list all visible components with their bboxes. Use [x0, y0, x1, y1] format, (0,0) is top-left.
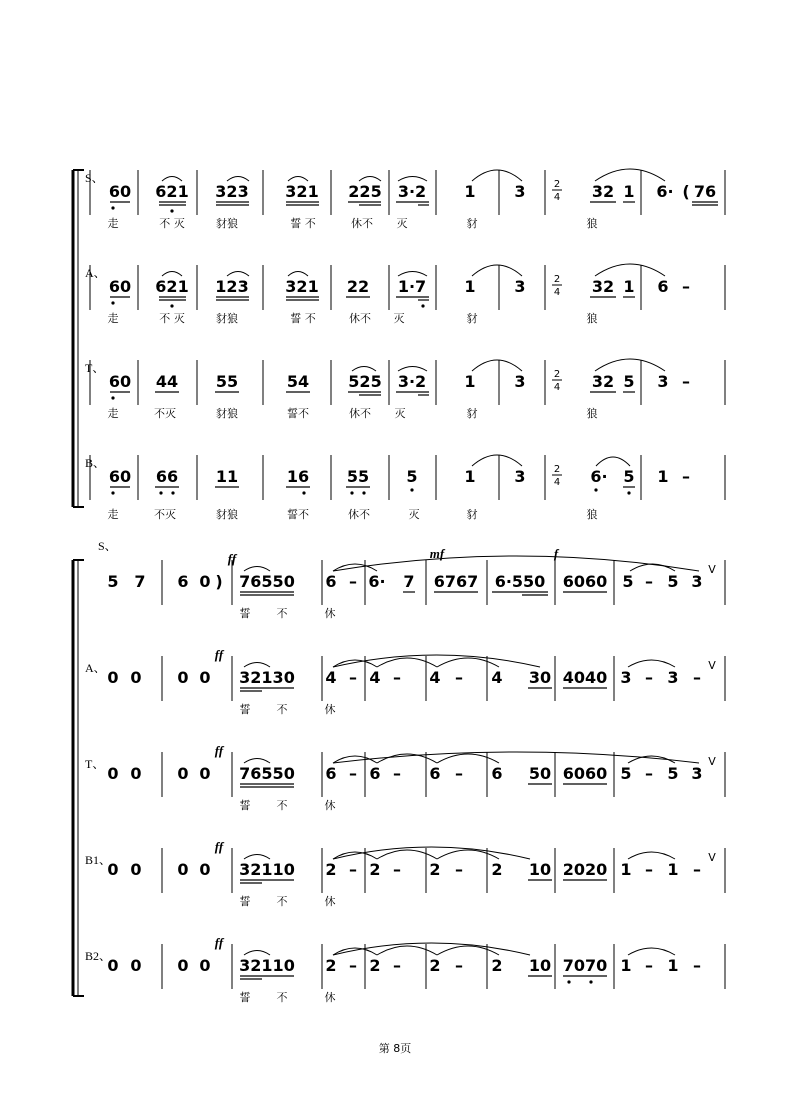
- note: 6: [325, 764, 337, 783]
- note: 11: [215, 467, 239, 486]
- note: –: [349, 956, 357, 975]
- dynamic-mark: ff: [227, 551, 237, 566]
- note: 6·: [590, 467, 608, 486]
- note: 55: [346, 467, 370, 486]
- note: 3: [514, 182, 526, 201]
- note: 60: [108, 372, 132, 391]
- note: 5: [107, 572, 119, 591]
- note: 6767: [433, 572, 479, 591]
- note: 3·2: [397, 182, 427, 201]
- note: –: [393, 956, 401, 975]
- voice-label: T、: [85, 757, 105, 771]
- slur: [398, 177, 427, 182]
- lyric: 狼: [586, 312, 598, 325]
- dynamic-mark: ff: [214, 743, 224, 758]
- note: 3: [620, 668, 632, 687]
- note: 0: [177, 668, 189, 687]
- note: 0: [199, 860, 211, 879]
- voice-label: A、: [85, 661, 106, 675]
- note: 6060: [562, 764, 608, 783]
- note: –: [393, 764, 401, 783]
- low-octave-dot: [159, 491, 162, 494]
- note: 4: [369, 668, 381, 687]
- lyric: 休: [324, 799, 336, 812]
- note: 6·: [368, 572, 386, 591]
- note: 5: [623, 467, 635, 486]
- note: 621: [155, 277, 189, 296]
- note: 44: [155, 372, 179, 391]
- note: 6060: [562, 572, 608, 591]
- staff-B2: [85, 935, 701, 1004]
- lyric: 休不: [349, 312, 371, 325]
- note: –: [682, 277, 690, 296]
- staff-A: [85, 647, 716, 716]
- low-octave-dot: [171, 491, 174, 494]
- note: 6: [429, 764, 441, 783]
- lyric: 灭: [394, 407, 406, 420]
- note: 5: [667, 572, 679, 591]
- low-octave-dot: [111, 396, 114, 399]
- note: –: [645, 668, 653, 687]
- note: –: [393, 668, 401, 687]
- note: 2: [369, 860, 381, 879]
- note: 0: [107, 668, 119, 687]
- note: 6: [369, 764, 381, 783]
- note: 0: [177, 860, 189, 879]
- slur: [244, 759, 270, 764]
- note: 4: [429, 668, 441, 687]
- note: 10: [528, 956, 552, 975]
- note: –: [455, 764, 463, 783]
- tie-arc: [437, 658, 499, 667]
- lyric: 休: [324, 607, 336, 620]
- tie-arc: [472, 455, 522, 466]
- tie-arc: [628, 660, 675, 667]
- lyric: 休不: [351, 217, 373, 230]
- slur: [244, 951, 270, 956]
- note: 3: [691, 572, 703, 591]
- note: 1: [657, 467, 669, 486]
- dynamic-mark: ff: [214, 935, 224, 950]
- low-octave-dot: [111, 206, 114, 209]
- note: 22: [346, 277, 370, 296]
- slur: [162, 177, 182, 182]
- note: 525: [348, 372, 382, 391]
- note: 0: [107, 860, 119, 879]
- tie-arc: [628, 852, 675, 859]
- note: –: [645, 860, 653, 879]
- note: 0: [177, 764, 189, 783]
- tie-arc: [595, 264, 665, 276]
- note: 2: [325, 956, 337, 975]
- time-signature-top: 2: [553, 274, 561, 285]
- lyric: 誓不: [287, 508, 309, 521]
- note: 7: [403, 572, 415, 591]
- note: 0: [199, 956, 211, 975]
- staff-S: [98, 539, 716, 620]
- low-octave-dot: [589, 980, 592, 983]
- lyric: 誓: [239, 799, 251, 812]
- slur: [227, 272, 249, 277]
- note: 60: [108, 182, 132, 201]
- note: 7: [134, 572, 146, 591]
- note: 4040: [562, 668, 608, 687]
- slur: [288, 177, 308, 182]
- time-signature-bottom: 4: [553, 192, 561, 203]
- lyric: 休: [324, 703, 336, 716]
- note: 1: [464, 467, 476, 486]
- lyric: 誓: [239, 703, 251, 716]
- lyric: 誓: [239, 991, 251, 1004]
- lyric: 不: [276, 991, 288, 1004]
- note: –: [693, 668, 701, 687]
- note: 60: [108, 277, 132, 296]
- note: 2: [325, 860, 337, 879]
- staff-B: [85, 455, 690, 521]
- lyric: 誓 不: [290, 312, 316, 325]
- lyric: 不 灭: [159, 312, 185, 325]
- note: 1: [464, 277, 476, 296]
- note: 2: [491, 956, 503, 975]
- tie-arc: [377, 850, 437, 859]
- low-octave-dot: [362, 491, 365, 494]
- note: 54: [286, 372, 310, 391]
- note: –: [693, 956, 701, 975]
- note: 6·550: [494, 572, 546, 591]
- note: 4: [325, 668, 337, 687]
- tie-arc: [472, 360, 522, 371]
- dynamic-mark: mf: [429, 546, 445, 561]
- note: 5: [620, 764, 632, 783]
- time-signature-bottom: 4: [553, 287, 561, 298]
- low-octave-dot: [350, 491, 353, 494]
- note: 55: [215, 372, 239, 391]
- note: 3: [514, 277, 526, 296]
- note: 321: [285, 277, 319, 296]
- note: 32110: [239, 860, 295, 879]
- note: 0: [130, 668, 142, 687]
- note: 0: [130, 956, 142, 975]
- note: 0: [199, 668, 211, 687]
- lyric: 狼: [586, 217, 598, 230]
- lyric: 休: [324, 991, 336, 1004]
- note: 32: [591, 372, 615, 391]
- note: 30: [528, 668, 552, 687]
- note: 1: [464, 372, 476, 391]
- time-signature-bottom: 4: [553, 477, 561, 488]
- lyric: 灭: [396, 217, 408, 230]
- note: 5: [406, 467, 418, 486]
- note: 6: [325, 572, 337, 591]
- note: 3: [667, 668, 679, 687]
- note: 16: [286, 467, 310, 486]
- staff-A: [85, 264, 690, 325]
- note: 0: [199, 572, 211, 591]
- note: 1·7: [397, 277, 427, 296]
- note: 32: [591, 277, 615, 296]
- tie-arc: [595, 359, 665, 371]
- tie-arc: [472, 265, 522, 276]
- breath-mark: V: [708, 851, 716, 864]
- lyric: 休: [324, 895, 336, 908]
- note: 323: [215, 182, 249, 201]
- note: –: [349, 668, 357, 687]
- breath-mark: V: [708, 563, 716, 576]
- low-octave-dot: [170, 304, 173, 307]
- note: –: [455, 668, 463, 687]
- slur: [244, 855, 270, 860]
- lyric: 休不: [348, 508, 370, 521]
- lyric: 狼: [586, 508, 598, 521]
- note: 5: [623, 372, 635, 391]
- note: 3: [514, 467, 526, 486]
- lyric: 豺: [466, 508, 478, 521]
- breath-mark: V: [708, 755, 716, 768]
- slur: [244, 567, 270, 572]
- note: –: [645, 764, 653, 783]
- note: 2: [429, 956, 441, 975]
- note: 76550: [239, 764, 295, 783]
- note: –: [645, 956, 653, 975]
- low-octave-dot: [421, 304, 424, 307]
- note: 1: [667, 860, 679, 879]
- voice-label: B、: [85, 456, 106, 470]
- lyric: 豺狼: [216, 217, 238, 230]
- lyric: 誓不: [287, 407, 309, 420]
- note: 3: [657, 372, 669, 391]
- note: 6: [657, 277, 669, 296]
- note: 0: [130, 860, 142, 879]
- system-1: [73, 169, 725, 521]
- lyric: 豺: [466, 407, 478, 420]
- lyric: 不: [276, 703, 288, 716]
- note: 321: [285, 182, 319, 201]
- low-octave-dot: [410, 488, 413, 491]
- note: –: [682, 372, 690, 391]
- slur: [352, 367, 376, 372]
- slur: [398, 367, 427, 372]
- lyric: 不: [276, 607, 288, 620]
- note: 5: [667, 764, 679, 783]
- note: 1: [623, 182, 635, 201]
- low-octave-dot: [567, 980, 570, 983]
- lyric: 走: [107, 312, 119, 325]
- note: –: [682, 467, 690, 486]
- lyric: 不 灭: [159, 217, 185, 230]
- time-signature-bottom: 4: [553, 382, 561, 393]
- tie-arc: [333, 556, 699, 571]
- note: 0: [107, 956, 119, 975]
- note: 0: [130, 764, 142, 783]
- lyric: 豺狼: [216, 312, 238, 325]
- note: 32130: [239, 668, 295, 687]
- lyric: 誓 不: [290, 217, 316, 230]
- note: 76: [693, 182, 717, 201]
- lyric: 走: [107, 217, 119, 230]
- low-octave-dot: [302, 491, 305, 494]
- note: 32: [591, 182, 615, 201]
- note: 66: [155, 467, 179, 486]
- dynamic-mark: ff: [214, 647, 224, 662]
- low-octave-dot: [627, 491, 630, 494]
- slur: [227, 177, 249, 182]
- tie-arc: [595, 169, 665, 181]
- note: 5: [622, 572, 634, 591]
- voice-label: T、: [85, 361, 105, 375]
- note: 0: [177, 956, 189, 975]
- lyric: 不灭: [154, 508, 176, 521]
- note: 225: [348, 182, 382, 201]
- note: 3: [514, 372, 526, 391]
- note: 1: [623, 277, 635, 296]
- note: –: [393, 860, 401, 879]
- slur: [288, 272, 308, 277]
- note: –: [455, 860, 463, 879]
- breath-mark: V: [708, 659, 716, 672]
- note: 1: [464, 182, 476, 201]
- slur: [398, 272, 427, 277]
- tie-arc: [437, 754, 499, 763]
- lyric: 誓: [239, 607, 251, 620]
- lyric: 豺狼: [216, 508, 238, 521]
- system-2: [73, 539, 725, 1004]
- note: –: [645, 572, 653, 591]
- voice-label: S、: [85, 171, 104, 185]
- note: (: [682, 182, 690, 201]
- lyric: 走: [107, 508, 119, 521]
- voice-label: B2、: [85, 949, 112, 963]
- time-signature-top: 2: [553, 369, 561, 380]
- staff-T: [85, 743, 716, 812]
- note: 2: [491, 860, 503, 879]
- note: 1: [620, 860, 632, 879]
- note: 6: [491, 764, 503, 783]
- note: –: [455, 956, 463, 975]
- staff-B1: [85, 839, 716, 908]
- note: 1: [620, 956, 632, 975]
- time-signature-top: 2: [553, 179, 561, 190]
- note: 76550: [239, 572, 295, 591]
- low-octave-dot: [594, 488, 597, 491]
- low-octave-dot: [111, 491, 114, 494]
- tie-arc: [377, 754, 437, 763]
- note: 7070: [562, 956, 608, 975]
- note: 1: [667, 956, 679, 975]
- note: 32110: [239, 956, 295, 975]
- tie-arc: [596, 457, 630, 466]
- lyric: 不: [276, 895, 288, 908]
- note: 621: [155, 182, 189, 201]
- lyric: 灭: [408, 508, 420, 521]
- note: 123: [215, 277, 249, 296]
- lyric: 走: [107, 407, 119, 420]
- slur: [162, 272, 182, 277]
- note: –: [693, 860, 701, 879]
- low-octave-dot: [111, 301, 114, 304]
- note: 60: [108, 467, 132, 486]
- note: 4: [491, 668, 503, 687]
- note: 2: [369, 956, 381, 975]
- lyric: 豺: [466, 217, 478, 230]
- lyric: 豺狼: [216, 407, 238, 420]
- note: 0: [199, 764, 211, 783]
- low-octave-dot: [170, 209, 173, 212]
- staff-S: [85, 169, 718, 230]
- voice-label: B1、: [85, 853, 112, 867]
- tie-arc: [630, 564, 675, 571]
- tie-arc: [377, 658, 437, 667]
- lyric: 狼: [586, 407, 598, 420]
- note: 6: [177, 572, 189, 591]
- slur: [359, 177, 381, 182]
- voice-label: A、: [85, 266, 106, 280]
- note: 6·: [656, 182, 674, 201]
- lyric: 不灭: [154, 407, 176, 420]
- note: 3·2: [397, 372, 427, 391]
- slur: [244, 663, 270, 668]
- note: 0: [107, 764, 119, 783]
- tie-arc: [472, 170, 522, 181]
- note: –: [349, 860, 357, 879]
- tie-arc: [628, 948, 675, 955]
- note: –: [349, 764, 357, 783]
- lyric: 誓: [239, 895, 251, 908]
- lyric: 灭: [393, 312, 405, 325]
- note: ): [215, 572, 223, 591]
- voice-label: S、: [98, 539, 117, 553]
- page-number: 第 8页: [378, 1042, 412, 1055]
- time-signature-top: 2: [553, 464, 561, 475]
- lyric: 不: [276, 799, 288, 812]
- note: –: [349, 572, 357, 591]
- staff-T: [85, 359, 690, 420]
- tie-arc: [377, 946, 437, 955]
- note: 2020: [562, 860, 608, 879]
- dynamic-mark: f: [553, 546, 559, 561]
- lyric: 休不: [349, 407, 371, 420]
- note: 3: [691, 764, 703, 783]
- note: 2: [429, 860, 441, 879]
- note: 50: [528, 764, 552, 783]
- lyric: 豺: [466, 312, 478, 325]
- dynamic-mark: ff: [214, 839, 224, 854]
- note: 10: [528, 860, 552, 879]
